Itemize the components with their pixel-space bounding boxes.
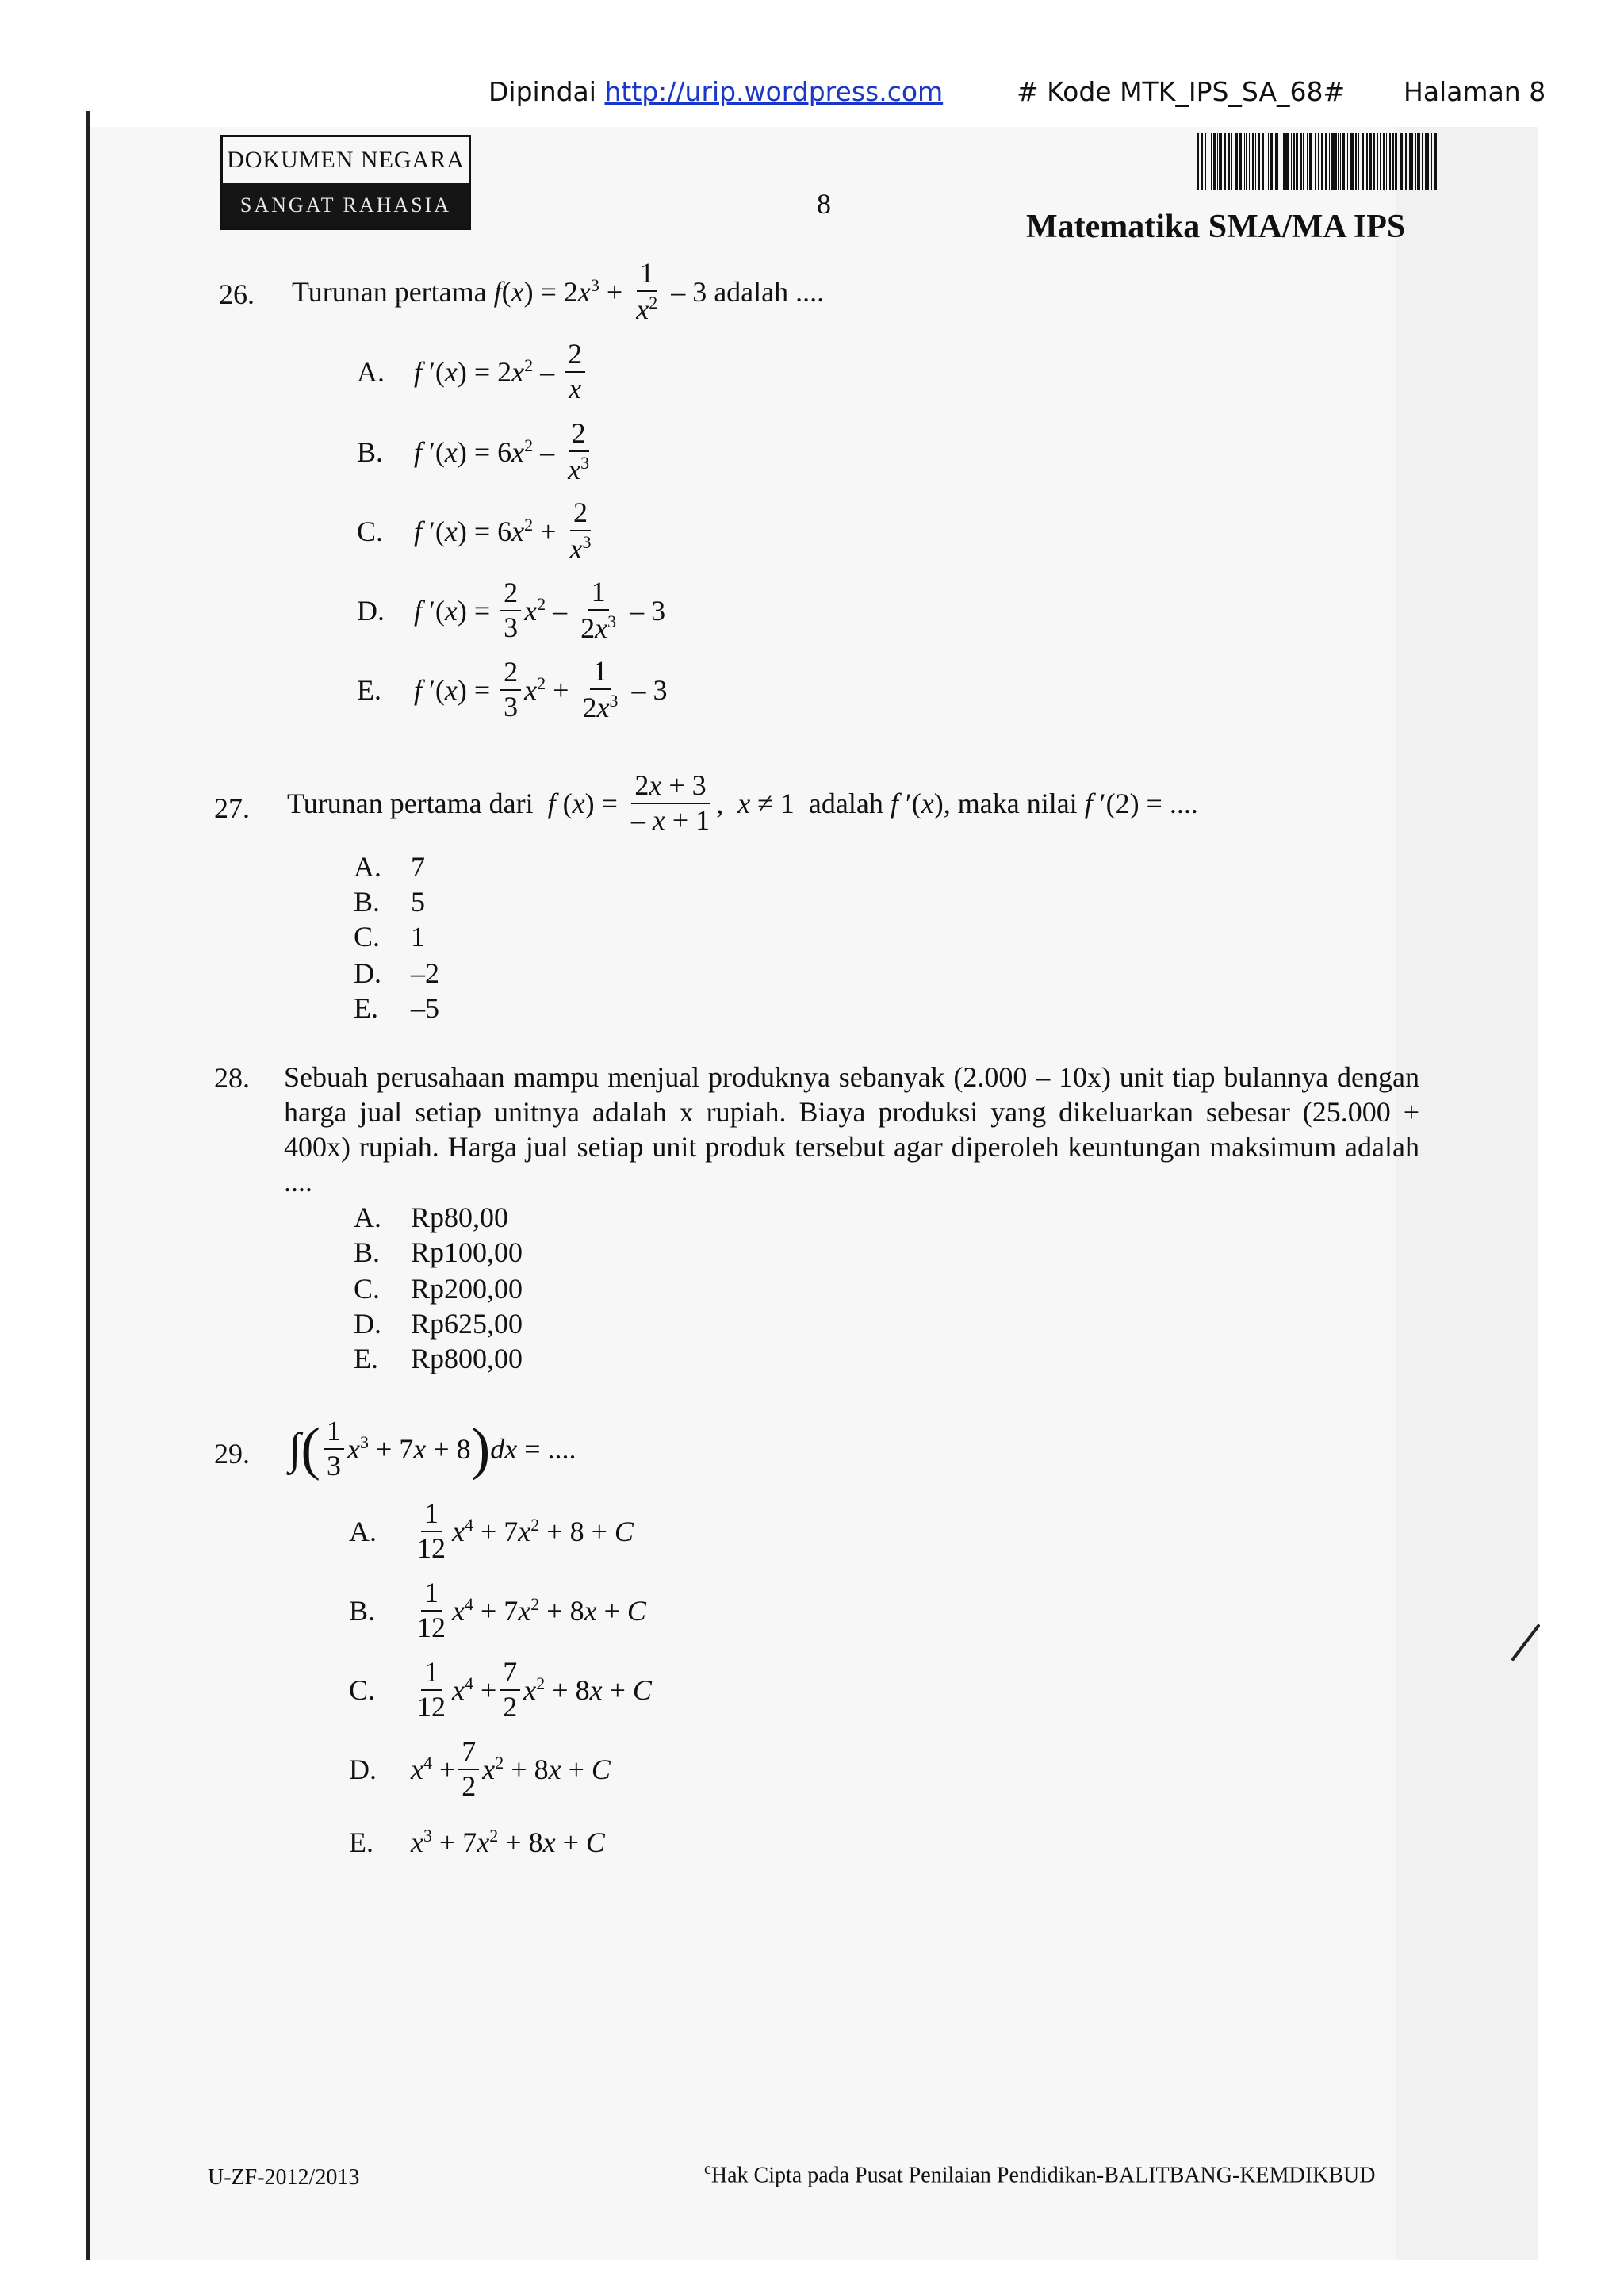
barcode-graphic: [1197, 133, 1440, 190]
option-letter: A.: [357, 355, 385, 388]
barcode-bar: [1205, 133, 1206, 190]
barcode-bar: [1427, 133, 1429, 190]
option-letter: B.: [357, 435, 384, 468]
option-text: 1: [411, 921, 425, 953]
copyright-text: Hak Cipta pada Pusat Penilaian Pendidikan-BALITBANG-KEMDIKBUD: [710, 2163, 1376, 2188]
barcode-bar: [1224, 133, 1226, 190]
barcode-bar: [1211, 133, 1212, 190]
source-link[interactable]: http://urip.wordpress.com: [604, 76, 944, 107]
barcode-bar: [1422, 133, 1423, 190]
option-letter: C.: [357, 515, 384, 547]
question-29-option-d: D. $x^4$ + $\frac{7}{2}$ $x^2 + 8x + C$: [349, 1735, 611, 1802]
barcode-bar: [1262, 133, 1264, 190]
question-27-stem: Turunan pertama dari f (x) = $\frac{2x + 3}{- x + 1}$ , x ≠ 1 adalah f ′(x), maka nilai f ′(2) = ....: [287, 769, 1198, 836]
barcode-bar: [1338, 133, 1339, 190]
barcode-bar: [1386, 133, 1387, 190]
barcode-bar: [1307, 133, 1308, 190]
barcode-bar: [1231, 133, 1232, 190]
barcode-bar: [1377, 133, 1378, 190]
barcode-bar: [1373, 133, 1375, 190]
barcode-bar: [1291, 133, 1292, 190]
option-text: Rp80,00: [411, 1202, 509, 1233]
barcode-bar: [1228, 133, 1230, 190]
option-text: 5: [411, 886, 425, 918]
question-26-option-a: A. f $'(x) = 2x^2$ – $\frac{2}{x}$: [357, 339, 588, 404]
question-26-number: 26.: [219, 278, 255, 310]
barcode-bar: [1369, 133, 1372, 190]
classification-top: DOKUMEN NEGARA: [227, 147, 465, 173]
option-letter: A.: [349, 1515, 377, 1547]
barcode-bar: [1197, 133, 1199, 190]
barcode-bar: [1268, 133, 1269, 190]
question-29-option-b: B. $\frac{1}{12}$ $x^4 + 7x^2 + 8x + C$: [349, 1577, 646, 1643]
barcode-bar: [1318, 133, 1319, 190]
footer-copyright: [704, 2160, 1375, 2188]
option-letter: E.: [354, 992, 378, 1024]
barcode-bar: [1425, 133, 1427, 190]
question-29-option-e: E. $x^3 + 7x^2 + 8x + C$: [349, 1825, 605, 1858]
option-letter: D.: [349, 1753, 377, 1785]
barcode-bar: [1366, 133, 1368, 190]
barcode-bar: [1362, 133, 1364, 190]
barcode-bar: [1405, 133, 1407, 190]
barcode-bar: [1358, 133, 1359, 190]
scan-left-edge: [86, 111, 90, 2260]
option-text: Rp625,00: [411, 1308, 523, 1340]
subject-title: Matematika SMA/MA IPS: [1026, 209, 1406, 245]
scan-source-line: [488, 76, 943, 107]
question-26-option-b: B. f $'(x) = 6x^2$ – $\frac{2}{x^3}$: [357, 417, 590, 485]
question-27-option-e: [354, 991, 439, 1025]
barcode-bar: [1347, 133, 1348, 190]
barcode-bar: [1417, 133, 1420, 190]
question-28-option-d: [354, 1307, 523, 1340]
barcode-bar: [1246, 133, 1247, 190]
option-letter: E.: [349, 1826, 373, 1858]
question-28-number: 28.: [214, 1062, 250, 1094]
barcode-bar: [1244, 133, 1245, 190]
barcode-bar: [1249, 133, 1250, 190]
barcode-bar: [1395, 133, 1397, 190]
question-29-stem: ∫( $\frac{1}{3}$ $x^3 + 7x + 8)dx$ = ....: [289, 1415, 576, 1481]
question-28-option-c: [354, 1272, 523, 1305]
option-letter: B.: [354, 886, 381, 918]
option-letter: C.: [354, 921, 381, 953]
option-letter: E.: [357, 673, 381, 706]
barcode-bar: [1293, 133, 1295, 190]
barcode-bar: [1303, 133, 1304, 190]
page-number: 8: [817, 188, 831, 220]
option-text: 7: [411, 851, 425, 883]
option-text: –2: [411, 957, 439, 989]
option-text: –5: [411, 992, 439, 1024]
option-letter: D.: [354, 957, 381, 989]
barcode-bar: [1296, 133, 1298, 190]
barcode-bar: [1383, 133, 1385, 190]
pen-mark: [1507, 1618, 1554, 1665]
classification-bottom: SANGAT RAHASIA: [223, 183, 469, 228]
classification-box: [220, 135, 471, 230]
barcode-bar: [1400, 133, 1403, 190]
question-27-option-a: [354, 850, 425, 884]
question-26-option-e: E. f ′(x) = $\frac{2}{3}$ $x^2$ + $\frac{1}{2x^3}$ – 3: [357, 655, 668, 723]
barcode-bar: [1325, 133, 1327, 190]
barcode-bar: [1315, 133, 1316, 190]
barcode-bar: [1275, 133, 1278, 190]
option-letter: D.: [354, 1308, 381, 1340]
barcode-bar: [1411, 133, 1413, 190]
option-letter: D.: [357, 594, 385, 627]
option-text: Rp800,00: [411, 1343, 523, 1374]
question-27-option-c: [354, 920, 425, 953]
option-letter: A.: [354, 1202, 381, 1233]
barcode-bar: [1235, 133, 1238, 190]
scan-prefix: Dipindai: [488, 76, 605, 107]
option-letter: C.: [349, 1673, 376, 1706]
copyright-mark: c: [704, 2160, 711, 2178]
barcode-bar: [1258, 133, 1260, 190]
barcode-bar: [1342, 133, 1345, 190]
barcode-bar: [1340, 133, 1341, 190]
barcode-bar: [1335, 133, 1337, 190]
option-letter: A.: [354, 851, 381, 883]
question-28-stem: Sebuah perusahaan mampu menjual produknya sebanyak (2.000 – 10x) unit tiap bulannya dengan harga jual setiap unitnya adalah x rupiah. Biaya produksi yang dikeluarkan sebesar (25.000 + 400x) rupiah. Harga jual setiap unit produk tersebut agar diperoleh keuntungan maksimum adalah ....: [284, 1061, 1419, 1198]
barcode-bar: [1380, 133, 1381, 190]
barcode-bar: [1355, 133, 1357, 190]
barcode-bar: [1217, 133, 1218, 190]
barcode-bar: [1252, 133, 1254, 190]
question-26-option-c: C. f $'(x) = 6x^2$ + $\frac{2}{x^3}$: [357, 496, 592, 565]
barcode-bar: [1331, 133, 1335, 190]
question-29-option-a: A. $\frac{1}{12}$ $x^4 + 7x^2 + 8 + C$: [349, 1497, 634, 1564]
barcode-bar: [1415, 133, 1416, 190]
barcode-bar: [1434, 133, 1437, 190]
option-letter: E.: [354, 1343, 378, 1374]
question-27-option-d: [354, 956, 439, 990]
question-27-option-b: [354, 885, 425, 918]
barcode-bar: [1270, 133, 1273, 190]
option-text: Rp200,00: [411, 1273, 523, 1305]
question-28-option-a: [354, 1201, 508, 1234]
barcode-bar: [1392, 133, 1394, 190]
barcode-bar: [1309, 133, 1312, 190]
barcode-bar: [1300, 133, 1302, 190]
barcode-bar: [1285, 133, 1289, 190]
option-text: Rp100,00: [411, 1236, 523, 1268]
question-27-number: 27.: [214, 792, 250, 824]
barcode-bar: [1321, 133, 1323, 190]
option-letter: C.: [354, 1273, 381, 1305]
footer-exam-code: U-ZF-2012/2013: [208, 2165, 360, 2190]
option-letter: B.: [349, 1594, 376, 1627]
question-29-option-c: C. $\frac{1}{12}$ $x^4$ + $\frac{7}{2}$ $x^2 + 8x + C$: [349, 1656, 652, 1723]
barcode-bar: [1389, 133, 1391, 190]
barcode-bar: [1239, 133, 1242, 190]
barcode-bar: [1283, 133, 1285, 190]
question-28-option-e: [354, 1342, 523, 1375]
barcode-bar: [1201, 133, 1203, 190]
barcode-bar: [1409, 133, 1411, 190]
barcode-bar: [1329, 133, 1330, 190]
barcode-bar: [1213, 133, 1216, 190]
question-26-stem: Turunan pertama $f(x) = 2x^3$ + $\frac{1}{x^2}$ – 3 adalah ....: [292, 257, 825, 325]
barcode-bar: [1255, 133, 1256, 190]
barcode-bar: [1431, 133, 1432, 190]
question-29-number: 29.: [214, 1438, 250, 1470]
barcode-bar: [1350, 133, 1354, 190]
question-28-option-b: [354, 1236, 523, 1269]
barcode-bar: [1219, 133, 1222, 190]
option-letter: B.: [354, 1236, 381, 1268]
page-label: Halaman 8: [1404, 76, 1546, 107]
document-code: # Kode MTK_IPS_SA_68#: [1017, 76, 1346, 107]
question-26-option-d: D. f ′(x) = $\frac{2}{3}$ $x^2$ – $\frac{1}{2x^3}$ – 3: [357, 576, 666, 644]
